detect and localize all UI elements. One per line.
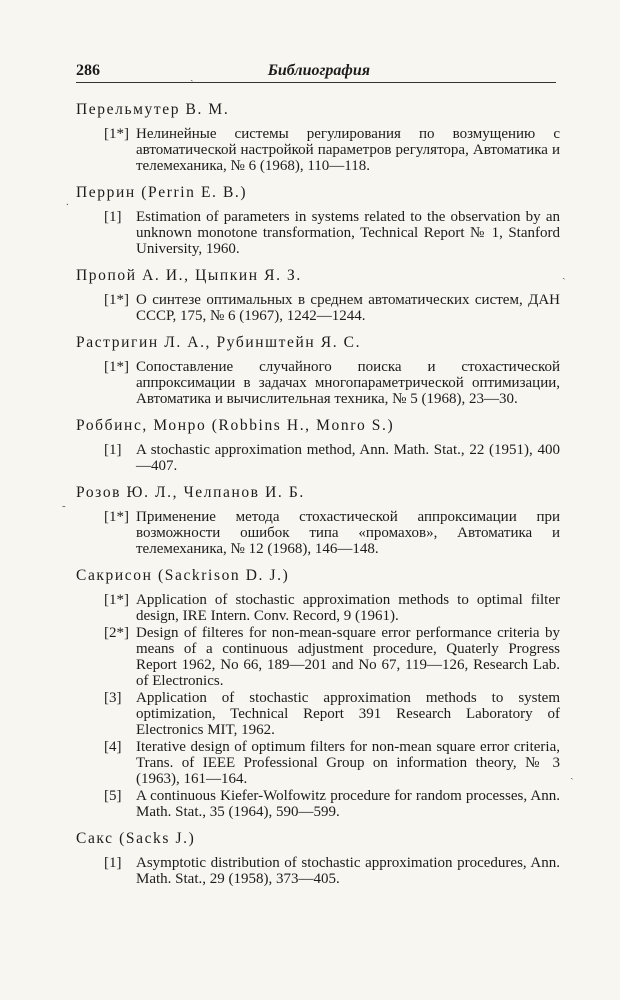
reference-item — [76, 209, 560, 257]
reference-number: [1] — [104, 442, 122, 458]
reference-item — [76, 690, 560, 738]
bibliography-entry — [76, 100, 560, 174]
reference-text: A stochastic approximation method, Ann. Math. Stat., 22 (1951), 400—407. — [136, 442, 560, 474]
reference-text: A continuous Kiefer-Wolfowitz procedure for random processes, Ann. Math. Stat., 35 (1964), 590—599. — [136, 788, 560, 820]
entry-author: Роббинс, Монро (Robbins H., Monro S.) — [76, 417, 395, 434]
entry-author: Перельмутер В. М. — [76, 101, 230, 118]
reference-item — [76, 509, 560, 557]
entry-author: Розов Ю. Л., Челпанов И. Б. — [76, 484, 305, 501]
reference-number: [1*] — [104, 509, 129, 525]
reference-number: [1*] — [104, 292, 129, 308]
reference-text: Estimation of parameters in systems related to the observation by an unknown monotone transformation, Technical Report № 1, Stanford University, 1960. — [136, 209, 560, 257]
bibliography-entry — [76, 266, 560, 324]
reference-item — [76, 359, 560, 407]
reference-text: Application of stochastic approximation methods to system optimization, Technical Report 391 Research Laboratory of Electronics MIT, 1962. — [136, 690, 560, 738]
reference-number: [1] — [104, 855, 122, 871]
reference-item — [76, 442, 560, 474]
print-speck: ˏ — [570, 768, 574, 780]
bibliography-entry — [76, 416, 560, 474]
entry-author: Пропой А. И., Цыпкин Я. З. — [76, 267, 302, 284]
print-speck: ˏ — [190, 70, 194, 82]
reference-text: Iterative design of optimum filters for non-mean square error criteria, Trans. of IEEE Professional Group on information theory, № 3 (1963), 161—164. — [136, 739, 560, 787]
print-speck: . — [66, 196, 69, 208]
reference-text: Application of stochastic approximation methods to optimal filter design, IRE Intern. Conv. Record, 9 (1961). — [136, 592, 560, 624]
print-speck: ˏ — [562, 268, 566, 280]
reference-item — [76, 592, 560, 624]
entry-author: Сакс (Sacks J.) — [76, 830, 196, 847]
reference-item — [76, 739, 560, 787]
reference-number: [1] — [104, 209, 122, 225]
reference-number: [1*] — [104, 126, 129, 142]
reference-item — [76, 126, 560, 174]
reference-item — [76, 788, 560, 820]
reference-text: Нелинейные системы регулирования по возмущению с автоматической настройкой параметров регулятора, Автоматика и телемеханика, № 6 (1968), 110—118. — [136, 126, 560, 174]
reference-number: [1*] — [104, 592, 129, 608]
reference-item — [76, 625, 560, 689]
reference-text: Asymptotic distribution of stochastic approximation procedures, Ann. Math. Stat., 29 (1958), 373—405. — [136, 855, 560, 887]
reference-item — [76, 292, 560, 324]
page-header — [76, 60, 556, 83]
reference-text: Применение метода стохастической аппроксимации при возможности ошибок типа «промахов», Автоматика и телемеханика, № 12 (1968), 146—148. — [136, 509, 560, 557]
print-speck: - — [62, 500, 66, 512]
reference-number: [2*] — [104, 625, 129, 641]
reference-text: Сопоставление случайного поиска и стохастической аппроксимации в задачах многопараметрической оптимизации, Автоматика и вычислительная техника, № 5 (1968), 23—30. — [136, 359, 560, 407]
bibliography-entry — [76, 183, 560, 257]
bibliography-list — [76, 100, 560, 896]
bibliography-entry — [76, 829, 560, 887]
reference-text: Design of filteres for non-mean-square error performance criteria by means of a continuous adjustment procedure, Quaterly Progress Report 1962, No 66, 189—201 and No 67, 119—126, Research Lab. of Electronics. — [136, 625, 560, 689]
entry-author: Сакрисон (Sackrison D. J.) — [76, 567, 290, 584]
bibliography-entry — [76, 333, 560, 407]
reference-number: [1*] — [104, 359, 129, 375]
reference-text: О синтезе оптимальных в среднем автоматических систем, ДАН СССР, 175, № 6 (1967), 1242—1244. — [136, 292, 560, 324]
reference-number: [4] — [104, 739, 122, 755]
reference-item — [76, 855, 560, 887]
page-number: 286 — [76, 62, 100, 79]
bibliography-entry — [76, 566, 560, 820]
running-title: Библиография — [267, 62, 370, 79]
reference-number: [5] — [104, 788, 122, 804]
bibliography-entry — [76, 483, 560, 557]
reference-number: [3] — [104, 690, 122, 706]
entry-author: Перрин (Perrin E. B.) — [76, 184, 248, 201]
entry-author: Растригин Л. А., Рубинштейн Я. С. — [76, 334, 362, 351]
